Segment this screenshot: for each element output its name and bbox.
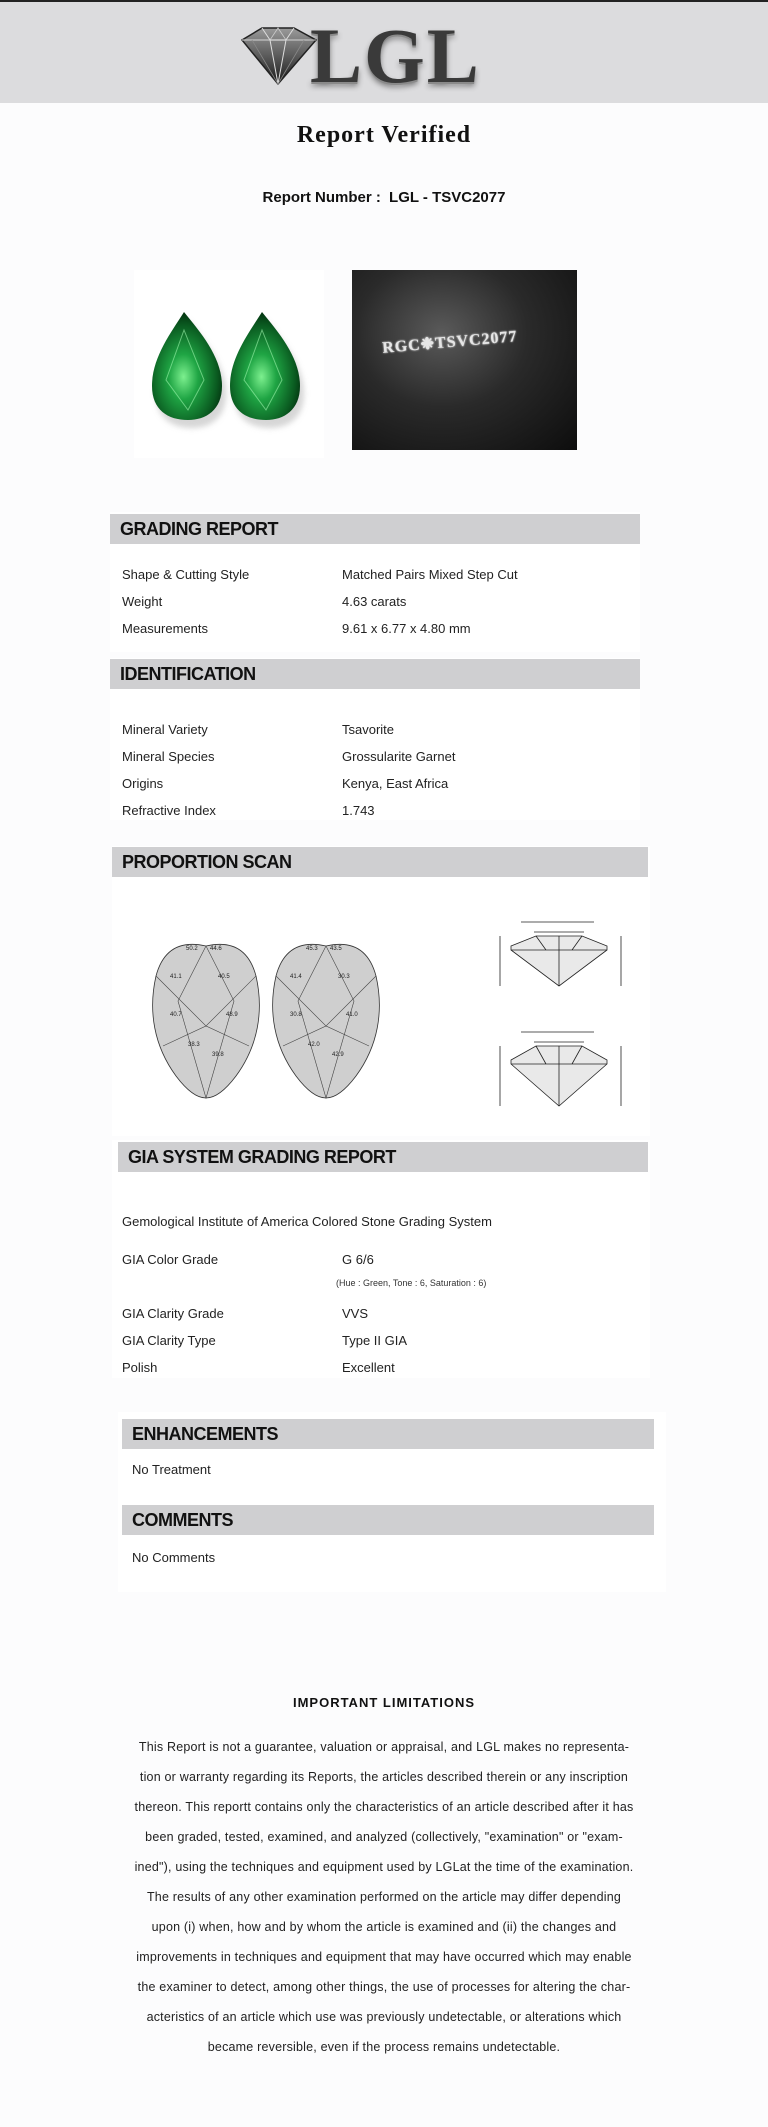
row-value: 9.61 x 6.77 x 4.80 mm bbox=[342, 621, 471, 636]
profile-diagram-bottom bbox=[476, 1024, 642, 1124]
limitations-line: improvements in techniques and equipment that may have occurred which may enable bbox=[136, 1950, 632, 1964]
limitations-line: the examiner to detect, among other things, the use of processes for altering the char- bbox=[137, 1980, 631, 1994]
crown-profile-image bbox=[476, 906, 642, 1006]
diamond-logo-icon bbox=[232, 26, 322, 88]
row-label: Origins bbox=[122, 776, 164, 791]
row-label: Shape & Cutting Style bbox=[122, 567, 250, 582]
row-label: GIA Clarity Grade bbox=[122, 1306, 224, 1321]
svg-text:42.0: 42.0 bbox=[308, 1042, 320, 1048]
row-value: Tsavorite bbox=[342, 722, 395, 737]
logo-text: LGL bbox=[310, 12, 481, 99]
svg-text:50.2: 50.2 bbox=[186, 946, 198, 952]
row-label: GIA Color Grade bbox=[122, 1252, 219, 1267]
report-number-label: Report Number : bbox=[262, 189, 381, 206]
svg-text:41.4: 41.4 bbox=[290, 974, 302, 980]
svg-text:43.5: 43.5 bbox=[330, 946, 342, 952]
svg-text:30.3: 30.3 bbox=[338, 974, 350, 980]
report-number-value: LGL - TSVC2077 bbox=[389, 189, 506, 206]
row-value: Kenya, East Africa bbox=[342, 776, 449, 791]
report-number bbox=[0, 189, 768, 206]
row-label: GIA Clarity Type bbox=[122, 1333, 216, 1348]
comments-text: No Comments bbox=[132, 1550, 216, 1565]
row-label: Mineral Species bbox=[122, 749, 215, 764]
svg-text:40.7: 40.7 bbox=[170, 1012, 182, 1018]
inscription-text: RGC❉TSVC2077 bbox=[381, 328, 519, 357]
row-value: G 6/6 bbox=[342, 1252, 374, 1267]
limitations-line: upon (i) when, how and by whom the article is examined and (ii) the changes and bbox=[151, 1920, 617, 1934]
limitations-heading: IMPORTANT LIMITATIONS bbox=[292, 1695, 476, 1710]
row-value: Matched Pairs Mixed Step Cut bbox=[342, 567, 518, 582]
pavilion-profile-image bbox=[476, 1024, 642, 1124]
comments-heading: COMMENTS bbox=[122, 1505, 654, 1535]
enhancements-text: No Treatment bbox=[132, 1462, 211, 1477]
gia-heading: GIA SYSTEM GRADING REPORT bbox=[118, 1142, 648, 1172]
enhancements-heading: ENHANCEMENTS bbox=[122, 1419, 654, 1449]
site-header bbox=[0, 2, 768, 103]
lgl-logo[interactable] bbox=[232, 12, 492, 99]
limitations-line: been graded, tested, examined, and analyzed (collectively, "examination" or "exam- bbox=[145, 1830, 623, 1844]
facet-angle-diagram bbox=[118, 906, 448, 1118]
hue-note: (Hue : Green, Tone : 6, Saturation : 6) bbox=[336, 1278, 487, 1288]
gem-pair-image bbox=[134, 270, 324, 458]
pear-facet-scan-image bbox=[118, 906, 448, 1118]
row-value: 1.743 bbox=[342, 803, 375, 818]
limitations-line: tion or warranty regarding its Reports, the articles described therein or any inscription bbox=[139, 1770, 629, 1784]
row-value: 4.63 carats bbox=[342, 594, 407, 609]
svg-text:45.3: 45.3 bbox=[306, 946, 318, 952]
svg-text:42.9: 42.9 bbox=[332, 1052, 344, 1058]
svg-text:41.0: 41.0 bbox=[346, 1012, 358, 1018]
svg-text:40.5: 40.5 bbox=[218, 974, 230, 980]
profile-diagram-top bbox=[476, 906, 642, 1006]
grading-report-heading: GRADING REPORT bbox=[110, 514, 640, 544]
svg-text:44.6: 44.6 bbox=[210, 946, 222, 952]
row-value: Excellent bbox=[342, 1360, 395, 1375]
limitations-line: acteristics of an article which use was previously undetectable, or alterations which bbox=[146, 2010, 622, 2024]
row-value: Grossularite Garnet bbox=[342, 749, 456, 764]
row-label: Polish bbox=[122, 1360, 158, 1375]
svg-text:41.1: 41.1 bbox=[170, 974, 182, 980]
row-label: Weight bbox=[122, 594, 163, 609]
limitations-line: This Report is not a guarantee, valuation or appraisal, and LGL makes no representa- bbox=[138, 1740, 630, 1754]
limitations-line: The results of any other examination performed on the article may differ depending bbox=[146, 1890, 622, 1904]
identification-heading: IDENTIFICATION bbox=[110, 659, 640, 689]
gia-subtitle: Gemological Institute of America Colored Stone Grading System bbox=[122, 1214, 492, 1229]
row-label: Refractive Index bbox=[122, 803, 216, 818]
svg-text:39.8: 39.8 bbox=[212, 1052, 224, 1058]
limitations-line: ined"), using the techniques and equipment used by LGLat the time of the examination. bbox=[134, 1860, 634, 1874]
svg-text:30.8: 30.8 bbox=[290, 1012, 302, 1018]
svg-text:48.9: 48.9 bbox=[226, 1012, 238, 1018]
row-value: VVS bbox=[342, 1306, 369, 1321]
row-value: Type II GIA bbox=[342, 1333, 408, 1348]
inscription-photo bbox=[352, 270, 577, 450]
svg-text:38.3: 38.3 bbox=[188, 1042, 200, 1048]
gem-photo bbox=[134, 270, 324, 458]
row-label: Mineral Variety bbox=[122, 722, 208, 737]
page-title: Report Verified bbox=[296, 122, 472, 148]
limitations-line: became reversible, even if the process remains undetectable. bbox=[207, 2040, 561, 2054]
proportion-scan-heading: PROPORTION SCAN bbox=[112, 847, 648, 877]
limitations-line: thereon. This reportt contains only the characteristics of an article described after it has bbox=[134, 1800, 634, 1814]
row-label: Measurements bbox=[122, 621, 208, 636]
limitations-body bbox=[118, 1732, 650, 2062]
